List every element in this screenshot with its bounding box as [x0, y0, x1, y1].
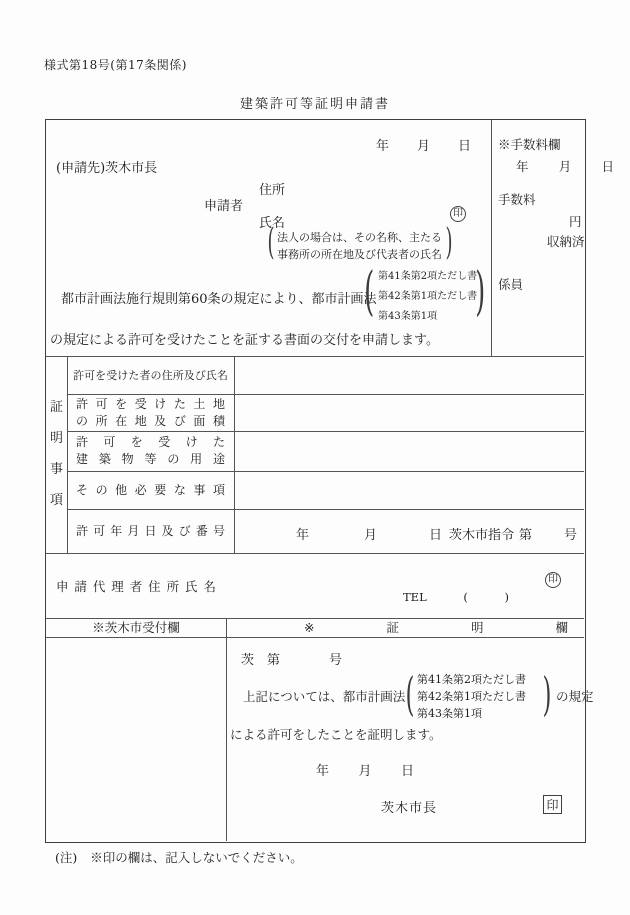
- date-year-label: 年: [376, 139, 390, 154]
- permit-number-prefix: 第: [519, 528, 533, 543]
- fee-date-day: 日: [601, 159, 614, 174]
- applicant-address-label: 住所: [259, 183, 286, 198]
- articles-close-brace-top: ): [475, 262, 486, 322]
- fee-date-year: 年: [516, 159, 529, 174]
- articles-open-brace-top: (: [364, 262, 375, 322]
- certificate-statement-tail: の規定: [556, 689, 594, 704]
- applicant-seal-icon: 印: [450, 206, 466, 222]
- fee-box-title: ※手数料欄: [498, 137, 561, 152]
- field-permit-holder-address-name[interactable]: [234, 356, 584, 394]
- request-sentence-tail: の規定による許可を受けたことを証する書面の交付を申請します。: [50, 333, 439, 348]
- cert-date-month: 月: [358, 764, 372, 779]
- certificate-date-line[interactable]: [316, 760, 414, 779]
- article-item: 第41条第2項ただし書: [378, 271, 478, 282]
- form-number: 様式第18号(第17条関係): [44, 58, 187, 72]
- date-month-label: 月: [416, 139, 430, 154]
- fee-amount-label: 手数料: [498, 192, 536, 207]
- article-item: 第43条第1項: [378, 311, 438, 322]
- agent-seal-icon: 印: [545, 572, 561, 588]
- fee-staff-label: 係員: [498, 277, 524, 292]
- request-sentence-lead: 都市計画法施行規則第60条の規定により、都市計画法: [61, 292, 377, 307]
- field-land-location-area[interactable]: [234, 394, 584, 431]
- divider-fee-column: [491, 120, 492, 356]
- field-city-receipt-box[interactable]: [46, 637, 226, 841]
- row-label-land: 許可を受けた土地 の所在地及び面積: [76, 396, 225, 428]
- permit-number-suffix: 号: [564, 528, 578, 543]
- fee-yen-label: 円: [569, 214, 582, 229]
- articles-close-brace-bottom: ): [542, 667, 552, 721]
- applicant-name-label: 氏名: [259, 216, 286, 231]
- articles-list-bottom: [417, 671, 526, 722]
- permit-month-label: 月: [364, 528, 378, 543]
- row-label-building-use: 許可を受けた 建築物等の用途: [76, 435, 225, 466]
- certificate-statement-lead: 上記については、都市計画法: [243, 689, 406, 704]
- fee-paid-label: 収納済: [547, 234, 585, 249]
- article-item: 第41条第2項ただし書: [417, 673, 526, 686]
- mayor-seal-icon: 印: [543, 795, 562, 814]
- tel-close-paren: ): [504, 590, 509, 604]
- corporate-note-line-1: 法人の場合は、その名称、主たる: [277, 231, 442, 244]
- row-label-permit-holder: 許可を受けた者の住所及び氏名: [73, 368, 228, 382]
- tel-open-paren: (: [463, 590, 468, 604]
- corporate-note-close-paren: ): [445, 222, 453, 263]
- applicant-label: 申請者: [204, 199, 244, 214]
- footer-note-text: ※印の欄は、記入しないでください。: [90, 850, 303, 865]
- footer-note-prefix: (注): [55, 850, 78, 865]
- permit-year-label: 年: [296, 528, 310, 543]
- certificate-statement-line2: による許可をしたことを証明します。: [230, 727, 442, 742]
- city-receipt-header: ※茨木市受付欄: [92, 620, 180, 635]
- articles-list-top: [378, 267, 477, 327]
- cert-header-mark: ※: [304, 620, 315, 635]
- agent-row-label-cell: 申請代理者住所氏名: [56, 578, 216, 594]
- field-building-use[interactable]: [234, 431, 584, 471]
- article-item: 第42条第1項ただし書: [417, 690, 526, 703]
- application-date-line[interactable]: [376, 135, 471, 154]
- row-label-other-matters: その他必要な事項: [76, 482, 225, 497]
- corporate-note-line-2: 事務所の所在地及び代表者の氏名: [277, 248, 442, 261]
- form-table: [45, 119, 614, 843]
- mayor-signature-label: 茨木市長: [381, 801, 438, 816]
- fee-date-month: 月: [558, 159, 572, 174]
- divider-bottom-column: [226, 618, 227, 841]
- certificate-number-prefix: 茨 第: [241, 653, 281, 668]
- date-day-label: 日: [457, 139, 471, 154]
- corporate-note-open-paren: (: [267, 222, 275, 263]
- permit-directive-label: 茨木市指令: [449, 528, 515, 543]
- certification-header: ※ 証 明 欄: [304, 620, 568, 635]
- form-title: 建築許可等証明申請書: [239, 97, 390, 112]
- article-item: 第43条第1項: [417, 707, 482, 720]
- addressee: (申請先)茨木市長: [56, 161, 158, 176]
- field-agent-address-name[interactable]: [226, 553, 584, 618]
- fee-date-line[interactable]: [516, 157, 614, 175]
- articles-open-brace-bottom: (: [405, 667, 415, 721]
- article-item: 第42条第1項ただし書: [378, 291, 478, 302]
- cert-date-day: 日: [400, 764, 414, 779]
- cert-date-year: 年: [316, 764, 330, 779]
- tel-label: TEL: [403, 590, 427, 604]
- footer-note: [55, 848, 303, 866]
- certificate-number-suffix: 号: [329, 653, 343, 668]
- corporate-note: [277, 229, 442, 263]
- agent-tel-line[interactable]: [403, 590, 509, 604]
- certify-group-label: 証 明 事 項: [49, 400, 63, 508]
- field-other-matters[interactable]: [234, 471, 584, 509]
- permit-day-label: 日: [429, 528, 443, 543]
- row-label-permit-date-number: 許可年月日及び番号: [76, 523, 225, 538]
